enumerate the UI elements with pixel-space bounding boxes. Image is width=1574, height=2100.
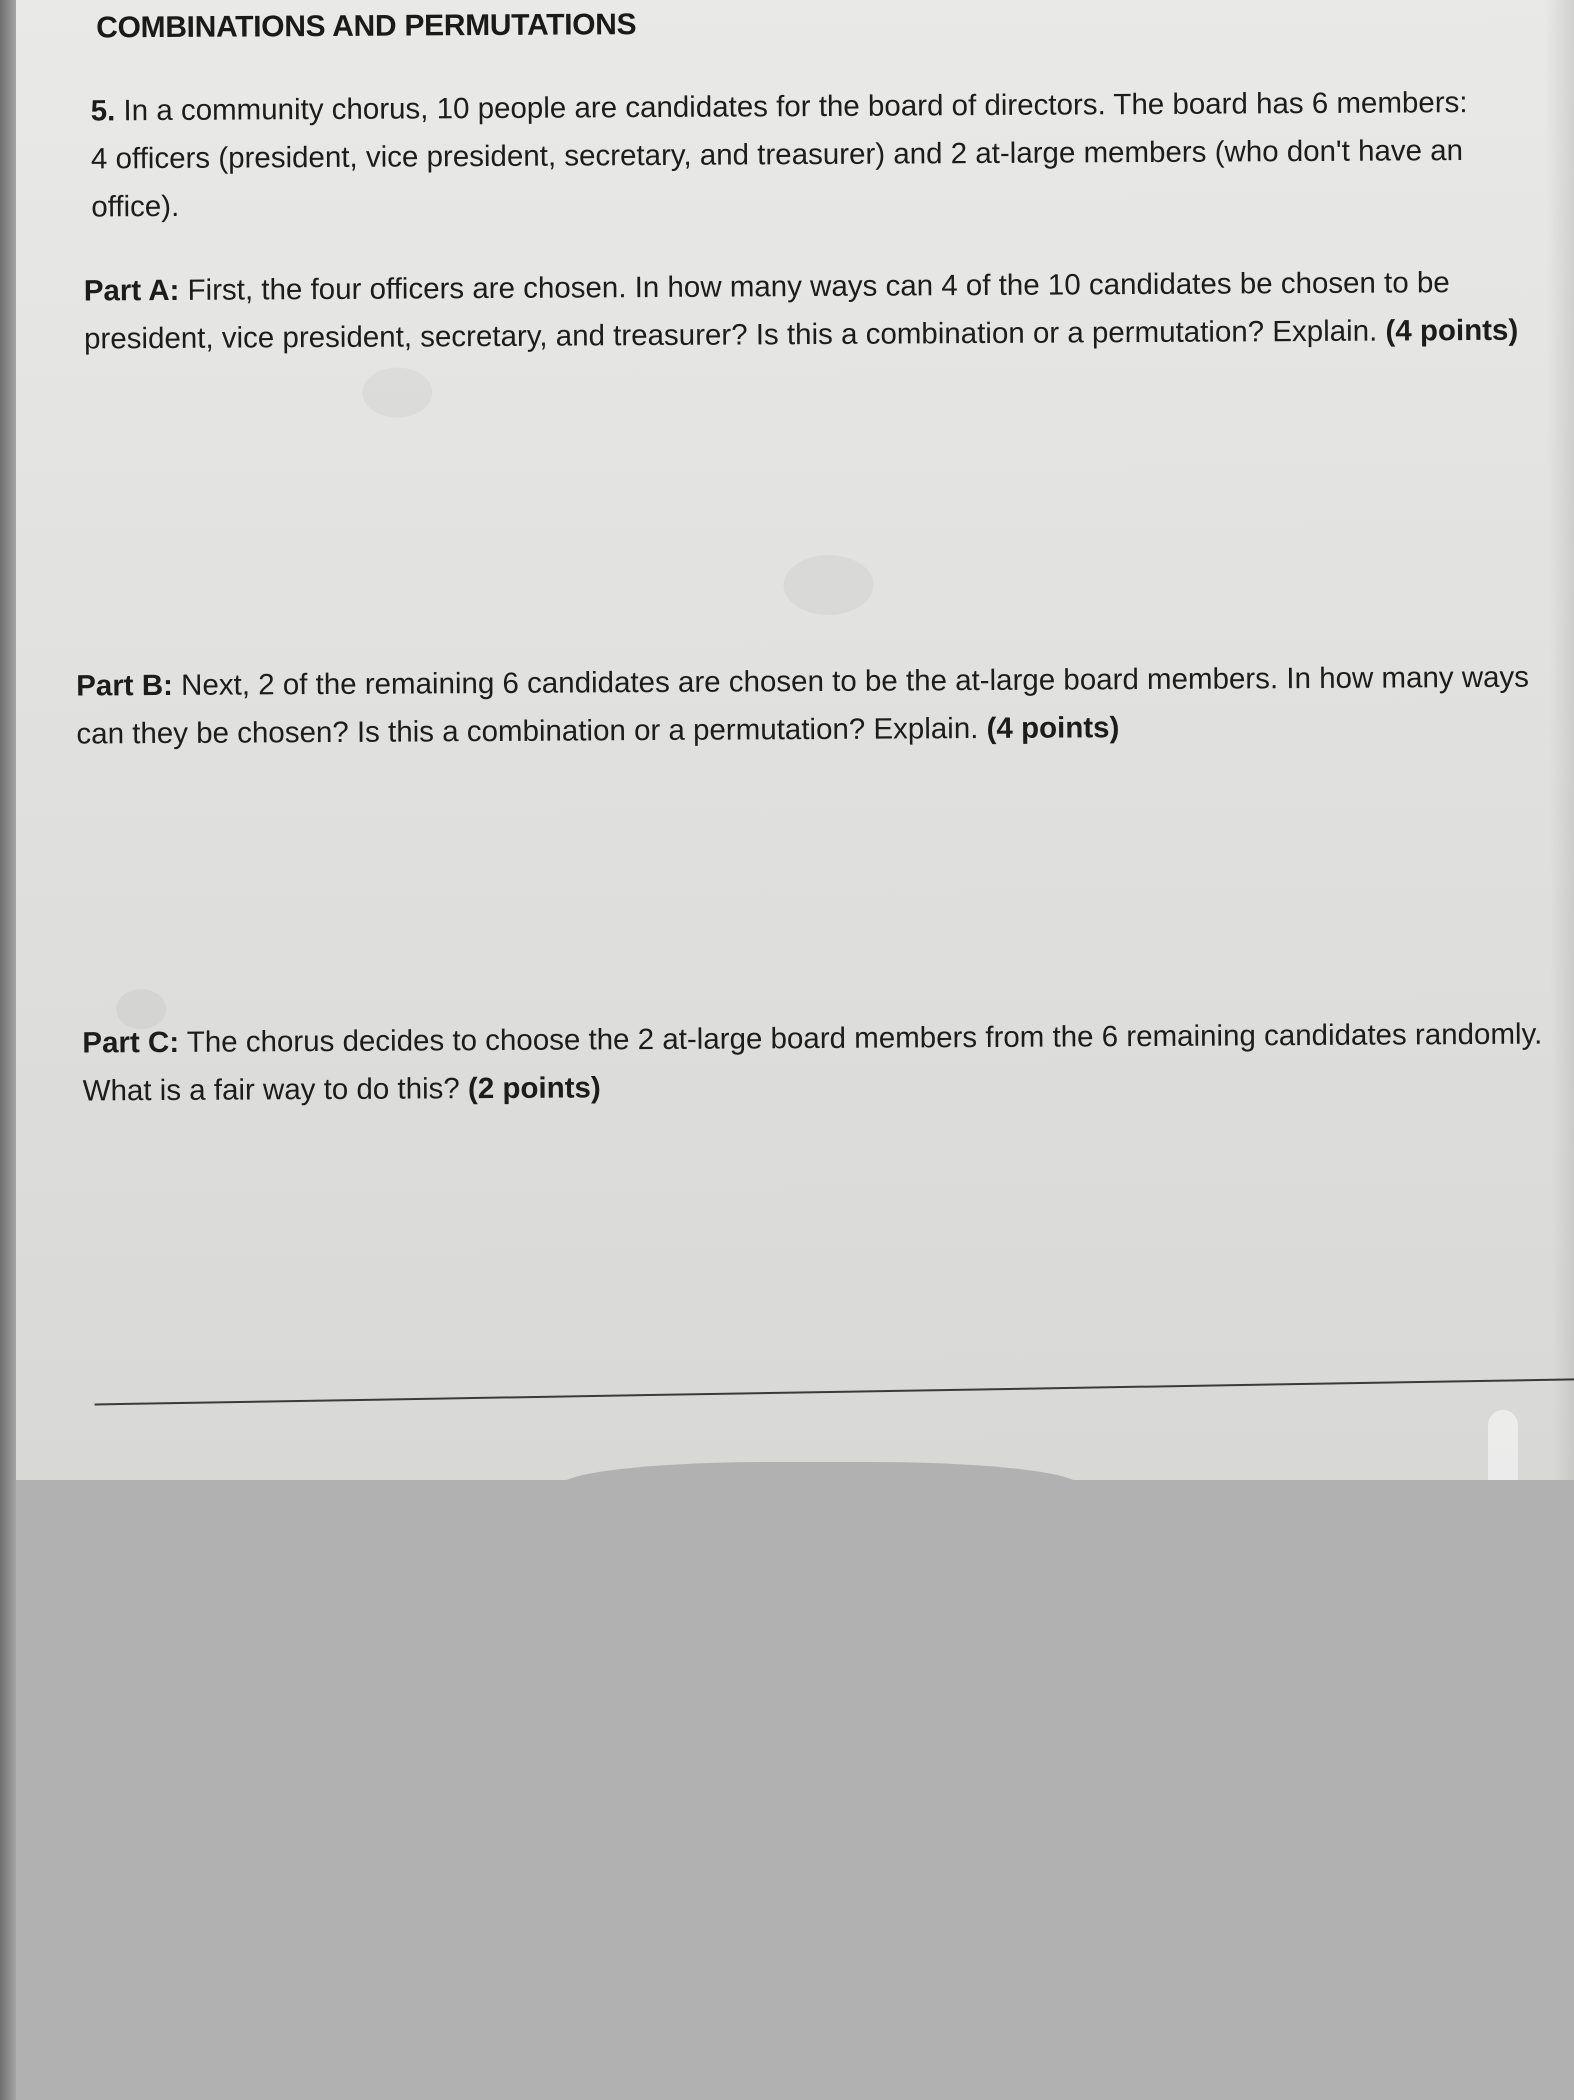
- part-b-label: Part B:: [76, 668, 174, 703]
- part-b-points: (4 points): [986, 711, 1120, 745]
- part-c-text: The chorus decides to choose the 2 at-large board members from the 6 remaining candidates randomly. What is a fair way to do this?: [82, 1017, 1543, 1108]
- question-text: In a community chorus, 10 people are candidates for the board of directors. The board has 6 members: 4 officers (president, vice president, secretary, and treasurer) and 2 at-large members (who don't have an office).: [90, 86, 1468, 224]
- part-c-label: Part C:: [82, 1025, 180, 1060]
- part-c-points: (2 points): [467, 1071, 601, 1106]
- paper-smudge: [362, 367, 432, 417]
- question-intro: [91, 79, 1492, 232]
- worksheet-title: COMBINATIONS AND PERMUTATIONS: [96, 8, 637, 45]
- question-number: 5.: [90, 94, 116, 128]
- part-b-text: Next, 2 of the remaining 6 candidates are chosen to be the at-large board members. In how many ways can they be chosen? Is this a combination or a permutation? Explain.: [76, 660, 1530, 751]
- part-a: [84, 259, 1525, 364]
- part-a-text: First, the four officers are chosen. In how many ways can 4 of the 10 candidates be chosen to be president, vice president, secretary, and treasurer? Is this a combination or a permutation? Explain.: [83, 266, 1450, 356]
- photo-left-edge: [0, 0, 16, 2100]
- part-b: [76, 654, 1547, 759]
- paper-edge-shadow: [1544, 0, 1574, 1481]
- part-c: [82, 1011, 1543, 1116]
- covered-region: [0, 1480, 1574, 2100]
- part-a-label: Part A:: [83, 273, 180, 308]
- part-a-points: (4 points): [1385, 313, 1519, 348]
- divider-line: [95, 1378, 1574, 1405]
- paper-smudge: [783, 555, 873, 616]
